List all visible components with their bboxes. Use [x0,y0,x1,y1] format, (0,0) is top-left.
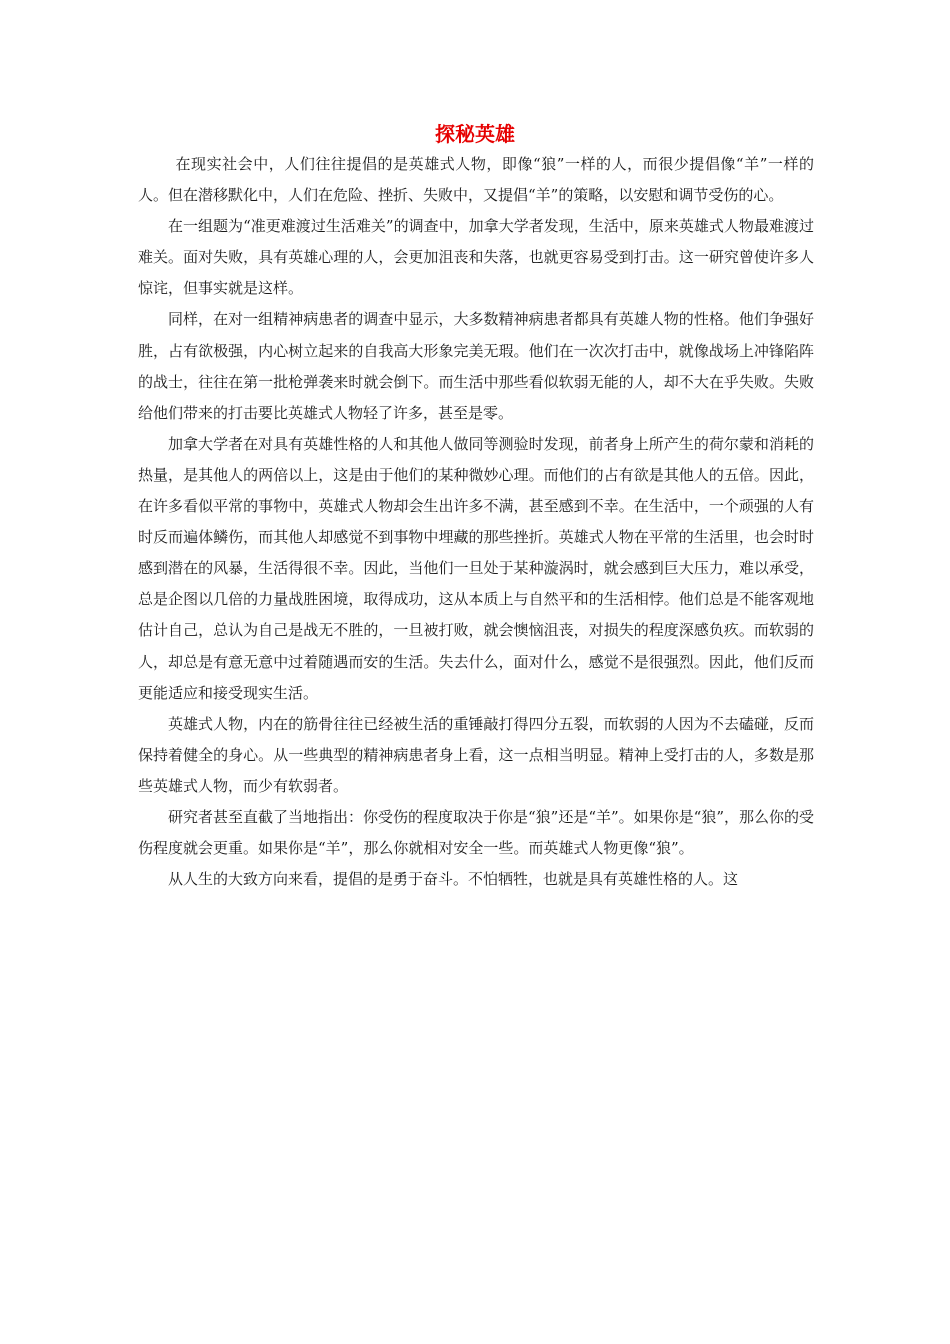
paragraph-3: 同样，在对一组精神病患者的调查中显示，大多数精神病患者都具有英雄人物的性格。他们争强好胜，占有欲极强，内心树立起来的自我高大形象完美无瑕。他们在一次次打击中，就像战场上冲锋陷阵的战士，往往在第一批枪弹袭来时就会倒下。而生活中那些看似软弱无能的人，却不大在乎失败。失败给他们带来的打击要比英雄式人物轻了许多，甚至是零。 [138,310,814,422]
document-title: 探秘英雄 [435,122,515,146]
paragraph-7: 从人生的大致方向来看，提倡的是勇于奋斗。不怕牺牲，也就是具有英雄性格的人。这 [168,870,739,889]
paragraph-2: 在一组题为“准更难渡过生活难关”的调查中，加拿大学者发现，生活中，原来英雄式人物最难渡过难关。面对失败，具有英雄心理的人，会更加沮丧和失落，也就更容易受到打击。这一研究曾使许多人惊诧，但事实就是这样。 [138,217,814,298]
paragraph-1: 在现实社会中，人们往往提倡的是英雄式人物，即像“狼”一样的人，而很少提倡像“羊”一样的人。但在潜移默化中，人们在危险、挫折、失败中，又提倡“羊”的策略，以安慰和调节受伤的心。 [138,155,814,205]
paragraph-4: 加拿大学者在对具有英雄性格的人和其他人做同等测验时发现，前者身上所产生的荷尔蒙和消耗的热量，是其他人的两倍以上，这是由于他们的某种微妙心理。而他们的占有欲是其他人的五倍。因此，在许多看似平常的事物中，英雄式人物却会生出许多不满，甚至感到不幸。在生活中，一个顽强的人有时反而遍体鳞伤，而其他人却感觉不到事物中埋藏的那些挫折。英雄式人物在平常的生活里，也会时时感到潜在的风暴，生活得很不幸。因此，当他们一旦处于某种漩涡时，就会感到巨大压力，难以承受，总是企图以几倍的力量战胜困境，取得成功，这从本质上与自然平和的生活相悖。他们总是不能客观地估计自己，总认为自己是战无不胜的，一旦被打败，就会懊恼沮丧，对损失的程度深感负疚。而软弱的人，却总是有意无意中过着随遇而安的生活。失去什么，面对什么，感觉不是很强烈。因此，他们反而更能适应和接受现实生活。 [138,434,814,702]
paragraph-6: 研究者甚至直截了当地指出：你受伤的程度取决于你是“狼”还是“羊”。如果你是“狼”，那么你的受伤程度就会更重。如果你是“羊”，那么你就相对安全一些。而英雄式人物更像“狼”。 [138,807,815,858]
paragraph-5: 英雄式人物，内在的筋骨往往已经被生活的重锤敲打得四分五裂，而软弱的人因为不去磕碰，反而保持着健全的身心。从一些典型的精神病患者身上看，这一点相当明显。精神上受打击的人，多数是那些英雄式人物，而少有软弱者。 [138,714,814,795]
document-body [138,149,814,895]
